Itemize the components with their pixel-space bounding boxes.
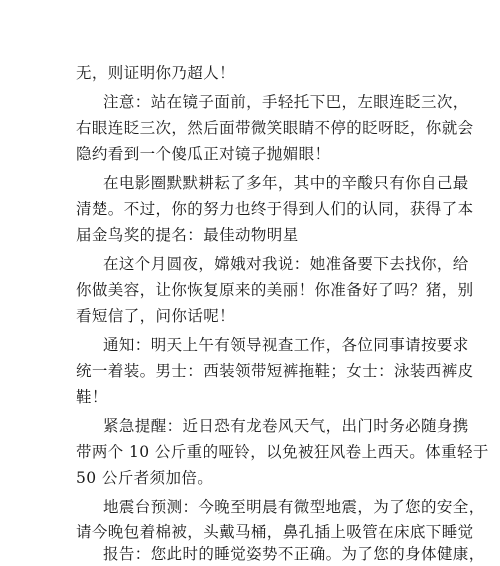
paragraph-line: 注意：站在镜子面前，手轻托下巴，左眼连眨三次， [103, 93, 469, 111]
paragraph-line: 通知：明天上午有领导视查工作，各位同事请按要求 [103, 336, 469, 354]
paragraph-line: 你做美容，让你恢复原来的美丽！你准备好了吗？猪，别 [76, 281, 474, 299]
paragraph-line: 统一着装。男士：西装领带短裤拖鞋；女士：泳装西裤皮 [76, 362, 474, 380]
paragraph-line: 隐约看到一个傻瓜正对镜子抛媚眼！ [76, 145, 331, 163]
paragraph-line: 无，则证明你乃超人！ [76, 64, 236, 82]
paragraph-line: 50 公斤者须加倍。 [76, 469, 214, 487]
paragraph-line: 报告：您此时的睡觉姿势不正确。为了您的身体健康， [103, 545, 485, 563]
paragraph-line: 在这个月圆夜，嫦娥对我说：她准备要下去找你，给 [103, 255, 469, 273]
paragraph-line: 届金鸟奖的提名：最佳动物明星 [76, 226, 299, 244]
paragraph-line: 在电影圈默默耕耘了多年，其中的辛酸只有你自己最 [103, 174, 469, 192]
paragraph-line: 鞋！ [76, 388, 108, 406]
paragraph-line: 清楚。不过，你的努力也终于得到人们的认同，获得了本 [76, 200, 474, 218]
paragraph-line: 紧急提醒：近日恐有龙卷风天气，出门时务必随身携 [103, 417, 469, 435]
paragraph-line: 带两个 10 公斤重的哑铃，以免被狂风卷上西天。体重轻于 [76, 443, 489, 461]
paragraph-line: 地震台预测：今晚至明晨有微型地震，为了您的安全， [103, 498, 485, 516]
paragraph-line: 请今晚包着棉被，头戴马桶，鼻孔插上吸管在床底下睡觉 [76, 523, 474, 541]
paragraph-line: 右眼连眨三次，然后面带微笑眼睛不停的眨呀眨，你就会 [76, 119, 474, 137]
paragraph-line: 看短信了，问你话呢！ [76, 307, 236, 325]
